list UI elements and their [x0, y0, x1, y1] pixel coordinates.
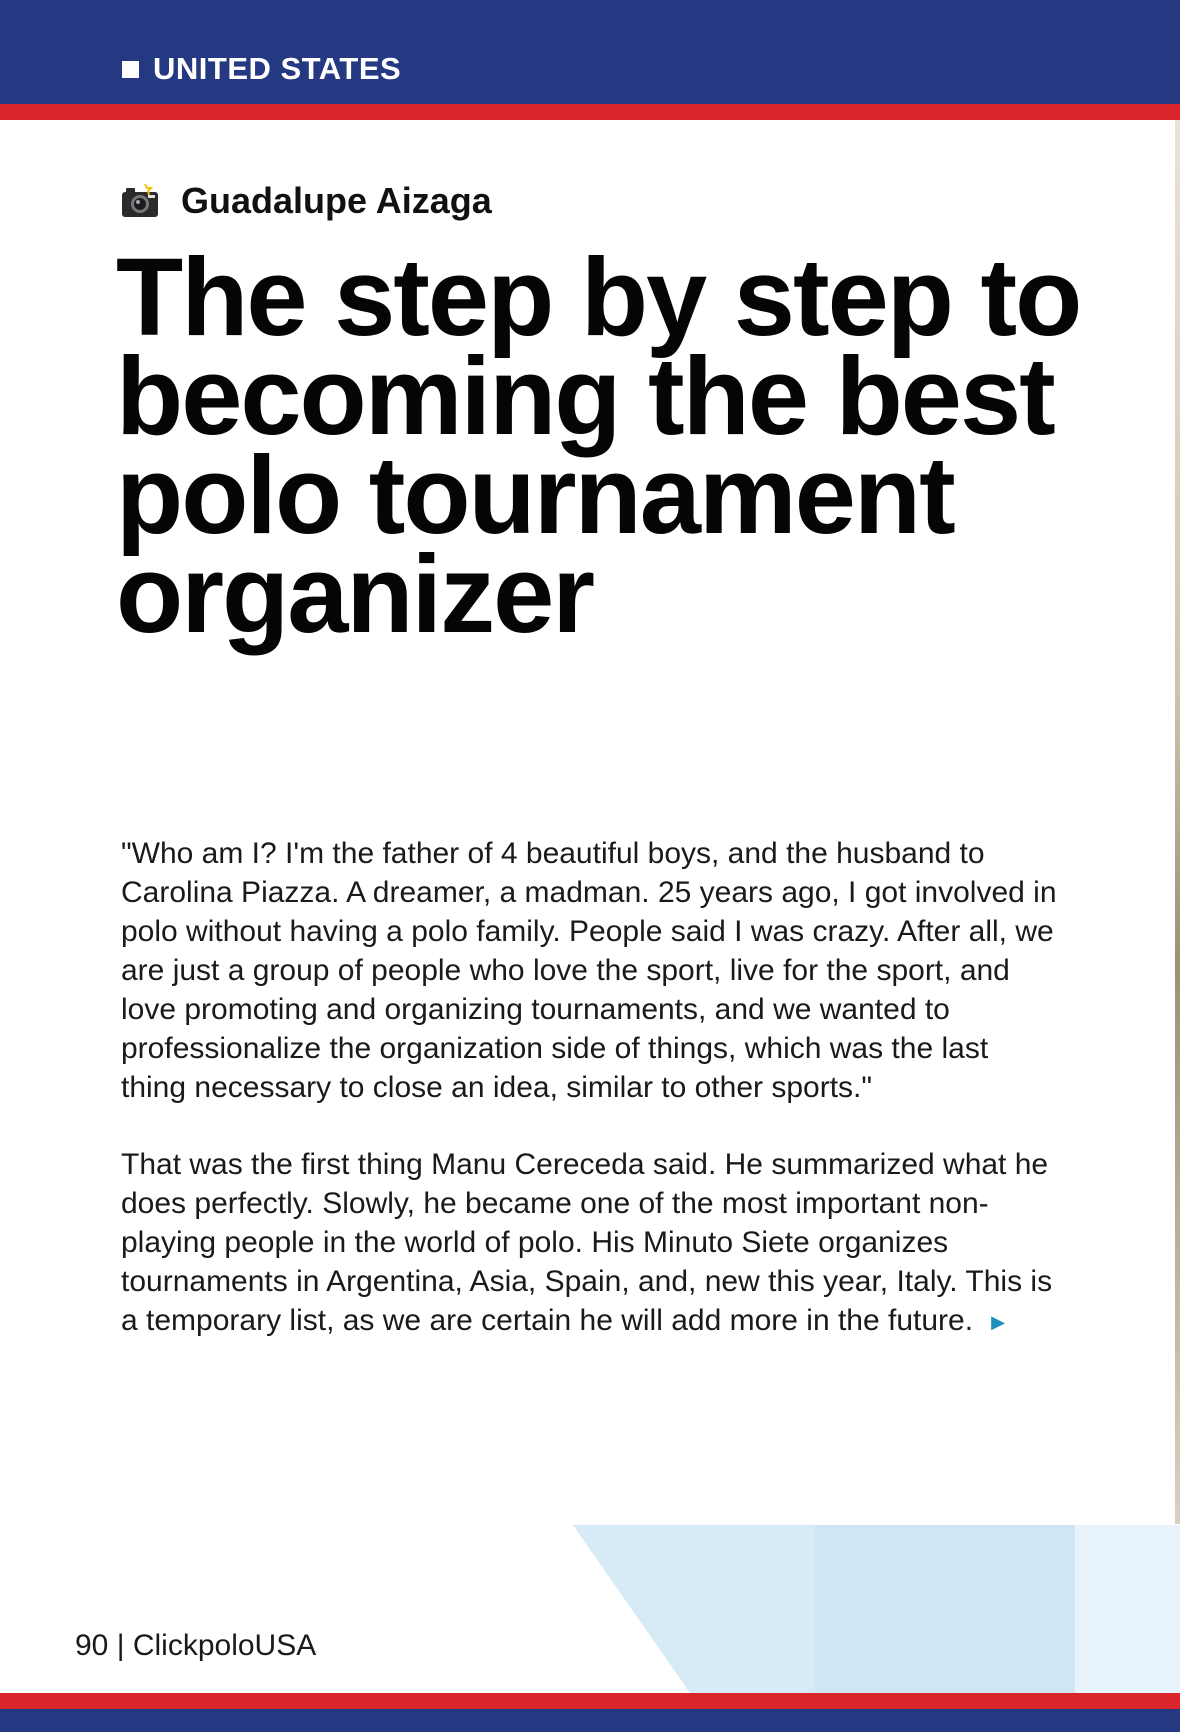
article-title: The step by step to becoming the best polo tournament organizer — [116, 236, 1081, 656]
play-arrow-icon: ▶ — [991, 1311, 1005, 1332]
section-label: UNITED STATES — [153, 51, 402, 86]
footer-band — [0, 1709, 1180, 1732]
footer-red-stripe — [0, 1693, 1180, 1709]
light-blue-shape-2 — [573, 1525, 815, 1693]
paragraph-quote-text: "Who am I? I'm the father of 4 beautiful boys, and the husband to Carolina Piazza. A dreamer, a madman. 25 years ago, I got involved in polo without having a polo family. People said I was crazy. After all, we are just a group of people who love the sport, live for the sport, and love promoting and organizing tournaments, and we wanted to professionalize the organization side of things, which was the last thing necessary to close an idea, similar to other sports." — [121, 837, 1057, 1104]
author-name: Guadalupe Aizaga — [181, 180, 492, 221]
paragraph-intro-text: That was the first thing Manu Cereceda said. He summarized what he does perfectly. Slowly, he became one of the most important non-playing people in the world of polo. His Minuto Siete organizes tournaments in Argentina, Asia, Spain, and, new this year, Italy. This is a temporary list, as we are certain he will add more in the future. — [121, 1148, 1053, 1337]
page-footer: 90 | ClickpoloUSA — [75, 1629, 317, 1662]
light-blue-shape-3 — [815, 1525, 1075, 1693]
